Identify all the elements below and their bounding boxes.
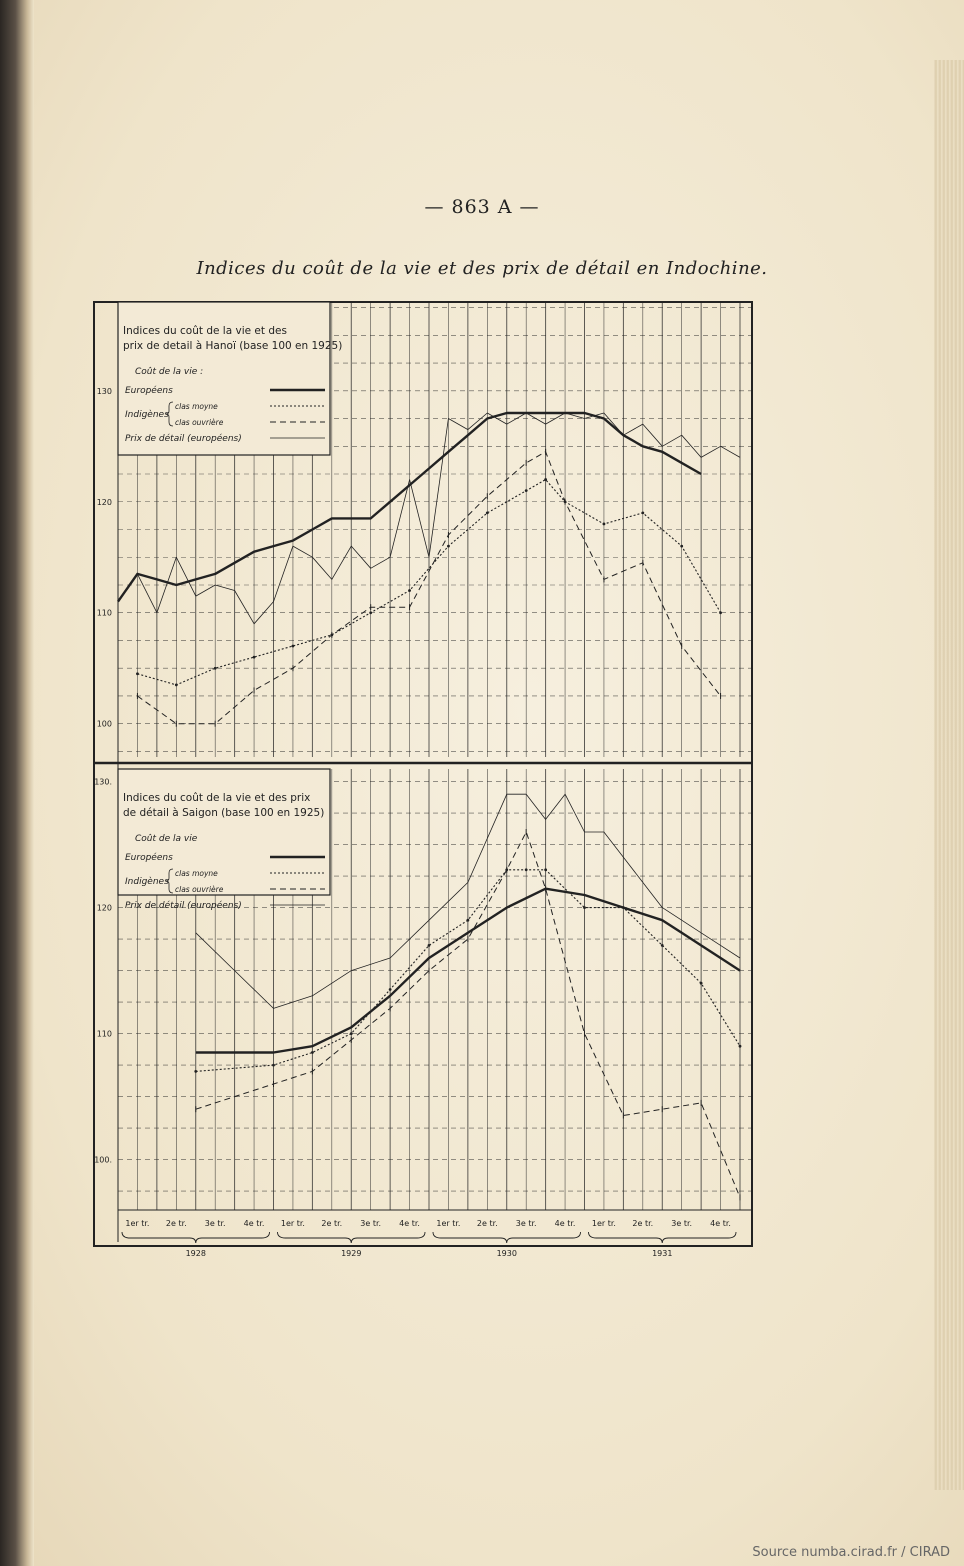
panel-hanoi <box>97 302 752 757</box>
data-point <box>525 489 528 492</box>
data-point <box>525 868 528 871</box>
data-point <box>292 645 295 648</box>
legend-heading: prix de detail à Hanoï (base 100 en 1925) <box>123 340 343 352</box>
x-tick-label: 2e tr. <box>632 1219 654 1228</box>
data-point <box>175 683 178 686</box>
y-tick-label: 120 <box>96 903 112 913</box>
x-tick-label: 3e tr. <box>360 1219 382 1228</box>
y-tick-label: 110 <box>96 1029 112 1039</box>
y-tick-label: 110 <box>96 608 112 618</box>
legend-label: clas ouvrière <box>175 418 224 427</box>
legend-label: clas moyne <box>175 869 218 878</box>
legend-group-label: Indigènes <box>125 877 169 887</box>
legend-subtitle: Coût de la vie : <box>135 367 204 377</box>
x-year-label: 1931 <box>652 1249 673 1258</box>
data-point <box>428 944 431 947</box>
x-tick-label: 2e tr. <box>321 1219 343 1228</box>
data-point <box>369 611 372 614</box>
page-title: Indices du coût de la vie et des prix de détail en Indochine. <box>196 258 768 279</box>
data-point <box>700 982 703 985</box>
data-point <box>311 1051 314 1054</box>
legend-heading: de détail à Saigon (base 100 en 1925) <box>123 807 325 819</box>
x-tick-label: 4e tr. <box>243 1219 265 1228</box>
y-tick-label: 120 <box>96 497 112 507</box>
x-tick-label: 1er tr. <box>125 1219 150 1228</box>
data-point <box>214 667 217 670</box>
data-point <box>544 478 547 481</box>
data-point <box>544 868 547 871</box>
y-tick-label: 130 <box>96 386 112 396</box>
data-point <box>466 919 469 922</box>
legend-label: Prix de détail (européens) <box>125 901 242 911</box>
panel-saigon <box>94 769 752 1210</box>
x-year-label: 1928 <box>185 1249 206 1258</box>
x-tick-label: 1er tr. <box>280 1219 305 1228</box>
data-point <box>136 672 139 675</box>
legend-heading: Indices du coût de la vie et des <box>123 325 287 337</box>
data-point <box>194 1070 197 1073</box>
year-brace <box>122 1232 270 1243</box>
x-axis <box>118 1210 752 1258</box>
x-tick-label: 4e tr. <box>710 1219 731 1228</box>
x-tick-label: 3e tr. <box>515 1219 537 1228</box>
year-brace <box>589 1232 737 1243</box>
x-year-label: 1930 <box>496 1249 517 1258</box>
data-point <box>622 906 625 909</box>
year-brace <box>433 1232 581 1243</box>
year-brace <box>278 1232 426 1243</box>
x-tick-label: 4e tr. <box>554 1219 576 1228</box>
x-tick-label: 1er tr. <box>591 1219 616 1228</box>
legend-label: Européens <box>125 853 173 863</box>
legend-label: clas ouvrière <box>175 885 224 894</box>
data-point <box>272 1064 275 1067</box>
data-point <box>661 944 664 947</box>
legend-heading: Indices du coût de la vie et des prix <box>123 792 311 804</box>
legend-label: Prix de détail (européens) <box>125 434 242 444</box>
page-number: — 863 A — <box>424 196 540 218</box>
y-tick-label: 130. <box>94 777 112 787</box>
data-point <box>680 545 683 548</box>
data-point <box>350 1032 353 1035</box>
data-point <box>603 523 606 526</box>
legend-group-label: Indigènes <box>125 410 169 420</box>
x-tick-label: 3e tr. <box>671 1219 693 1228</box>
data-point <box>253 656 256 659</box>
legend-label: clas moyne <box>175 402 218 411</box>
x-tick-label: 2e tr. <box>476 1219 498 1228</box>
data-point <box>447 545 450 548</box>
data-point <box>486 511 489 514</box>
y-tick-label: 100 <box>96 719 112 729</box>
y-tick-label: 100. <box>94 1155 112 1165</box>
data-point <box>719 611 722 614</box>
data-point <box>641 511 644 514</box>
x-tick-label: 1er tr. <box>436 1219 461 1228</box>
legend-label: Européens <box>125 386 173 396</box>
source-credit: Source numba.cirad.fr / CIRAD <box>752 1545 950 1560</box>
x-year-label: 1929 <box>341 1249 362 1258</box>
x-tick-label: 2e tr. <box>165 1219 187 1228</box>
x-tick-label: 4e tr. <box>399 1219 420 1228</box>
legend-subtitle: Coût de la vie <box>135 834 198 844</box>
data-point <box>583 906 586 909</box>
data-point <box>739 1045 742 1048</box>
data-point <box>389 988 392 991</box>
data-point <box>408 589 411 592</box>
x-tick-label: 3e tr. <box>204 1219 226 1228</box>
